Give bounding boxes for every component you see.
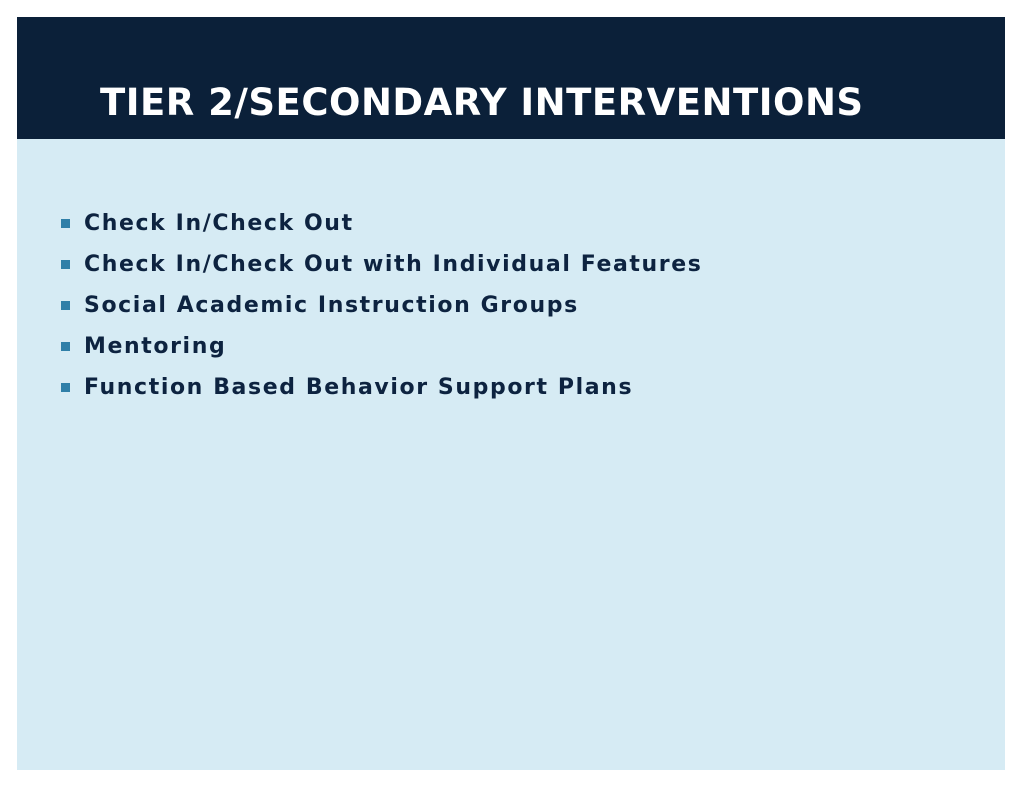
bullet-text: Mentoring bbox=[84, 333, 227, 359]
square-bullet-icon bbox=[61, 260, 70, 269]
bullet-item bbox=[61, 326, 702, 367]
bullet-item bbox=[61, 203, 702, 244]
square-bullet-icon bbox=[61, 301, 70, 310]
bullet-text: Function Based Behavior Support Plans bbox=[84, 374, 634, 400]
bullet-text: Check In/Check Out bbox=[84, 210, 354, 236]
bullet-text: Check In/Check Out with Individual Features bbox=[84, 251, 703, 277]
slide-title: TIER 2/SECONDARY INTERVENTIONS bbox=[100, 81, 864, 124]
bullet-text: Social Academic Instruction Groups bbox=[84, 292, 579, 318]
bullet-list bbox=[61, 203, 702, 408]
square-bullet-icon bbox=[61, 383, 70, 392]
bullet-item bbox=[61, 244, 702, 285]
square-bullet-icon bbox=[61, 219, 70, 228]
bullet-item bbox=[61, 285, 702, 326]
bullet-item bbox=[61, 367, 702, 408]
square-bullet-icon bbox=[61, 342, 70, 351]
slide bbox=[17, 17, 1005, 770]
